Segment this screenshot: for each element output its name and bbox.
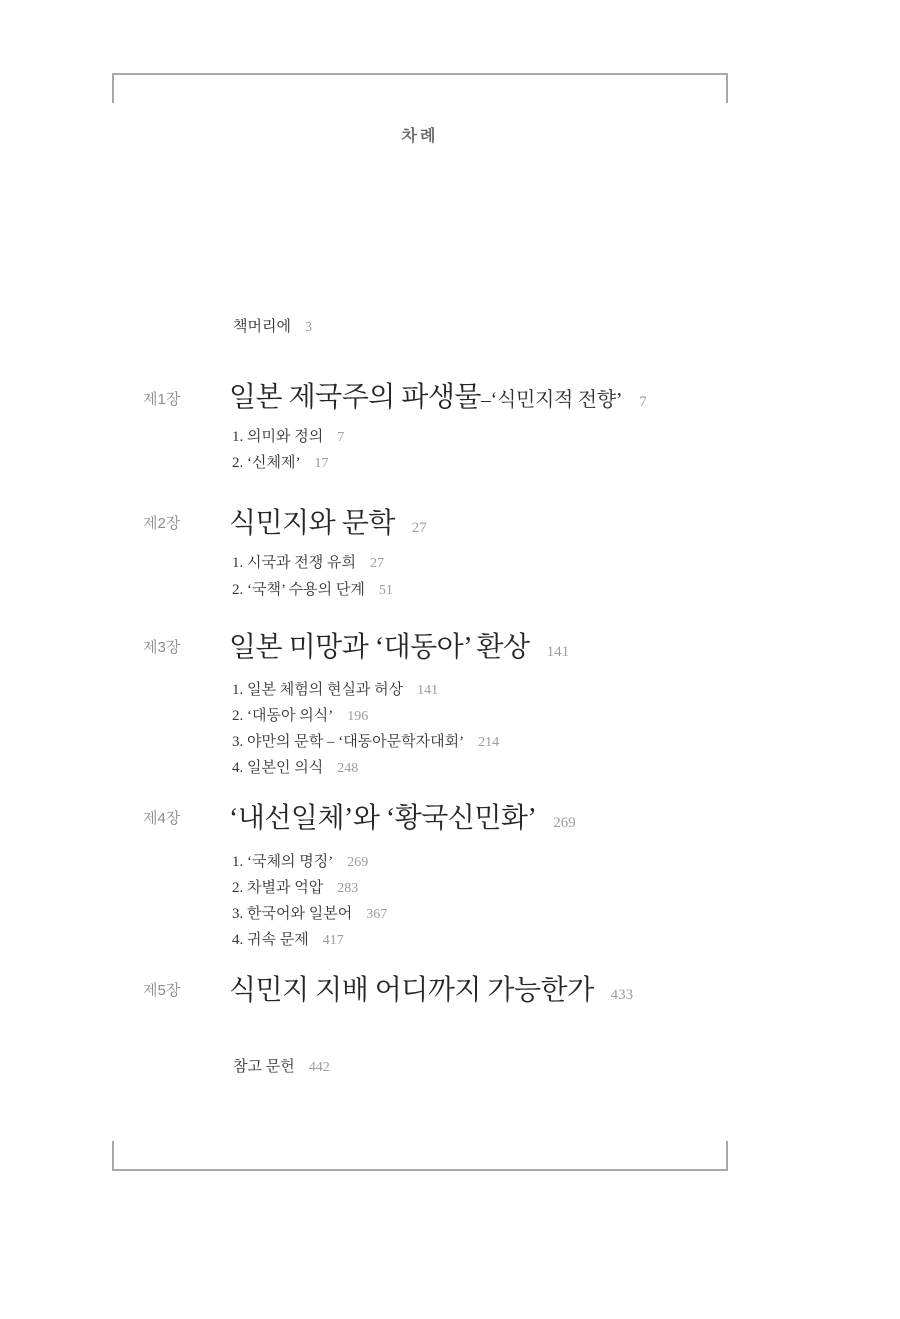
chapter-1-title-line	[229, 382, 647, 418]
chapter-1-subtitle: –‘식민지적 전향’	[480, 389, 623, 411]
chapter-5-number: 제5장	[143, 982, 181, 999]
section-label: 3. 한국어와 일본어	[232, 906, 353, 922]
section-entry	[232, 554, 384, 573]
chapter-3-page-number: 141	[546, 644, 570, 660]
chapter-2-page-number: 27	[411, 520, 427, 536]
chapter-4-title: ‘내선일체’와 ‘황국신민화’	[229, 803, 537, 834]
section-label: 2. ‘국책’ 수용의 단계	[232, 582, 365, 598]
frontmatter-entry	[233, 318, 312, 337]
section-entry	[232, 428, 344, 447]
section-label: 4. 일본인 의식	[232, 760, 324, 776]
frame-top-right-stub	[726, 73, 728, 103]
backmatter-entry	[233, 1058, 330, 1077]
section-label: 2. 차별과 억압	[232, 880, 324, 896]
section-entry	[232, 733, 499, 752]
chapter-5-page-number: 433	[610, 987, 634, 1003]
section-label: 1. 의미와 정의	[232, 429, 324, 445]
section-label: 1. 일본 체험의 현실과 허상	[232, 682, 404, 698]
frame-bottom-right-stub	[726, 1141, 728, 1171]
chapter-3-title: 일본 미망과 ‘대동아’ 환상	[229, 632, 530, 663]
section-entry	[232, 707, 368, 726]
section-label: 2. ‘신체제’	[232, 455, 301, 471]
frame-bottom-left-stub	[112, 1141, 114, 1171]
frame-bottom-line	[112, 1169, 728, 1171]
section-page-number: 269	[347, 855, 369, 870]
backmatter-page-number: 442	[308, 1060, 330, 1075]
chapter-4-number: 제4장	[143, 810, 181, 827]
chapter-4-title-line	[229, 803, 576, 839]
chapter-4-page-number: 269	[553, 815, 576, 831]
section-page-number: 51	[378, 583, 393, 598]
chapter-2-title-line	[229, 508, 427, 544]
section-entry	[232, 879, 358, 898]
section-page-number: 248	[337, 761, 359, 776]
page-title: 차례	[401, 128, 439, 145]
chapter-3-title-line	[229, 632, 569, 668]
section-page-number: 17	[314, 456, 329, 471]
chapter-2-number: 제2장	[143, 515, 181, 532]
section-entry	[232, 759, 358, 778]
chapter-1-number: 제1장	[143, 391, 181, 408]
chapter-5-title-line	[229, 975, 633, 1011]
frame-top-line	[112, 73, 728, 75]
section-entry	[232, 905, 387, 924]
section-label: 1. ‘국체의 명징’	[232, 854, 334, 870]
section-entry	[232, 581, 393, 600]
section-label: 3. 야만의 문학 – ‘대동아문학자대회’	[232, 734, 465, 750]
section-page-number: 141	[417, 683, 439, 698]
section-entry	[232, 931, 344, 950]
section-page-number: 214	[478, 735, 500, 750]
chapter-1-page-number: 7	[639, 394, 647, 410]
chapter-2-title: 식민지와 문학	[229, 508, 395, 539]
chapter-1-title: 일본 제국주의 파생물	[229, 382, 481, 413]
section-page-number: 27	[369, 556, 384, 571]
section-label: 4. 귀속 문제	[232, 932, 309, 948]
chapter-5-title: 식민지 지배 어디까지 가능한가	[229, 975, 594, 1006]
frame-top-left-stub	[112, 73, 114, 103]
section-page-number: 7	[337, 430, 345, 445]
section-label: 2. ‘대동아 의식’	[232, 708, 334, 724]
section-entry	[232, 681, 438, 700]
chapter-3-number: 제3장	[143, 639, 181, 656]
section-page-number: 196	[347, 709, 369, 724]
section-entry	[232, 853, 368, 872]
section-label: 1. 시국과 전쟁 유희	[232, 555, 356, 571]
frontmatter-page-number: 3	[304, 320, 312, 335]
section-page-number: 417	[322, 933, 344, 948]
backmatter-label: 참고 문헌	[233, 1059, 295, 1075]
section-page-number: 283	[337, 881, 359, 896]
section-page-number: 367	[366, 907, 388, 922]
frontmatter-label: 책머리에	[233, 319, 291, 335]
section-entry	[232, 454, 328, 473]
